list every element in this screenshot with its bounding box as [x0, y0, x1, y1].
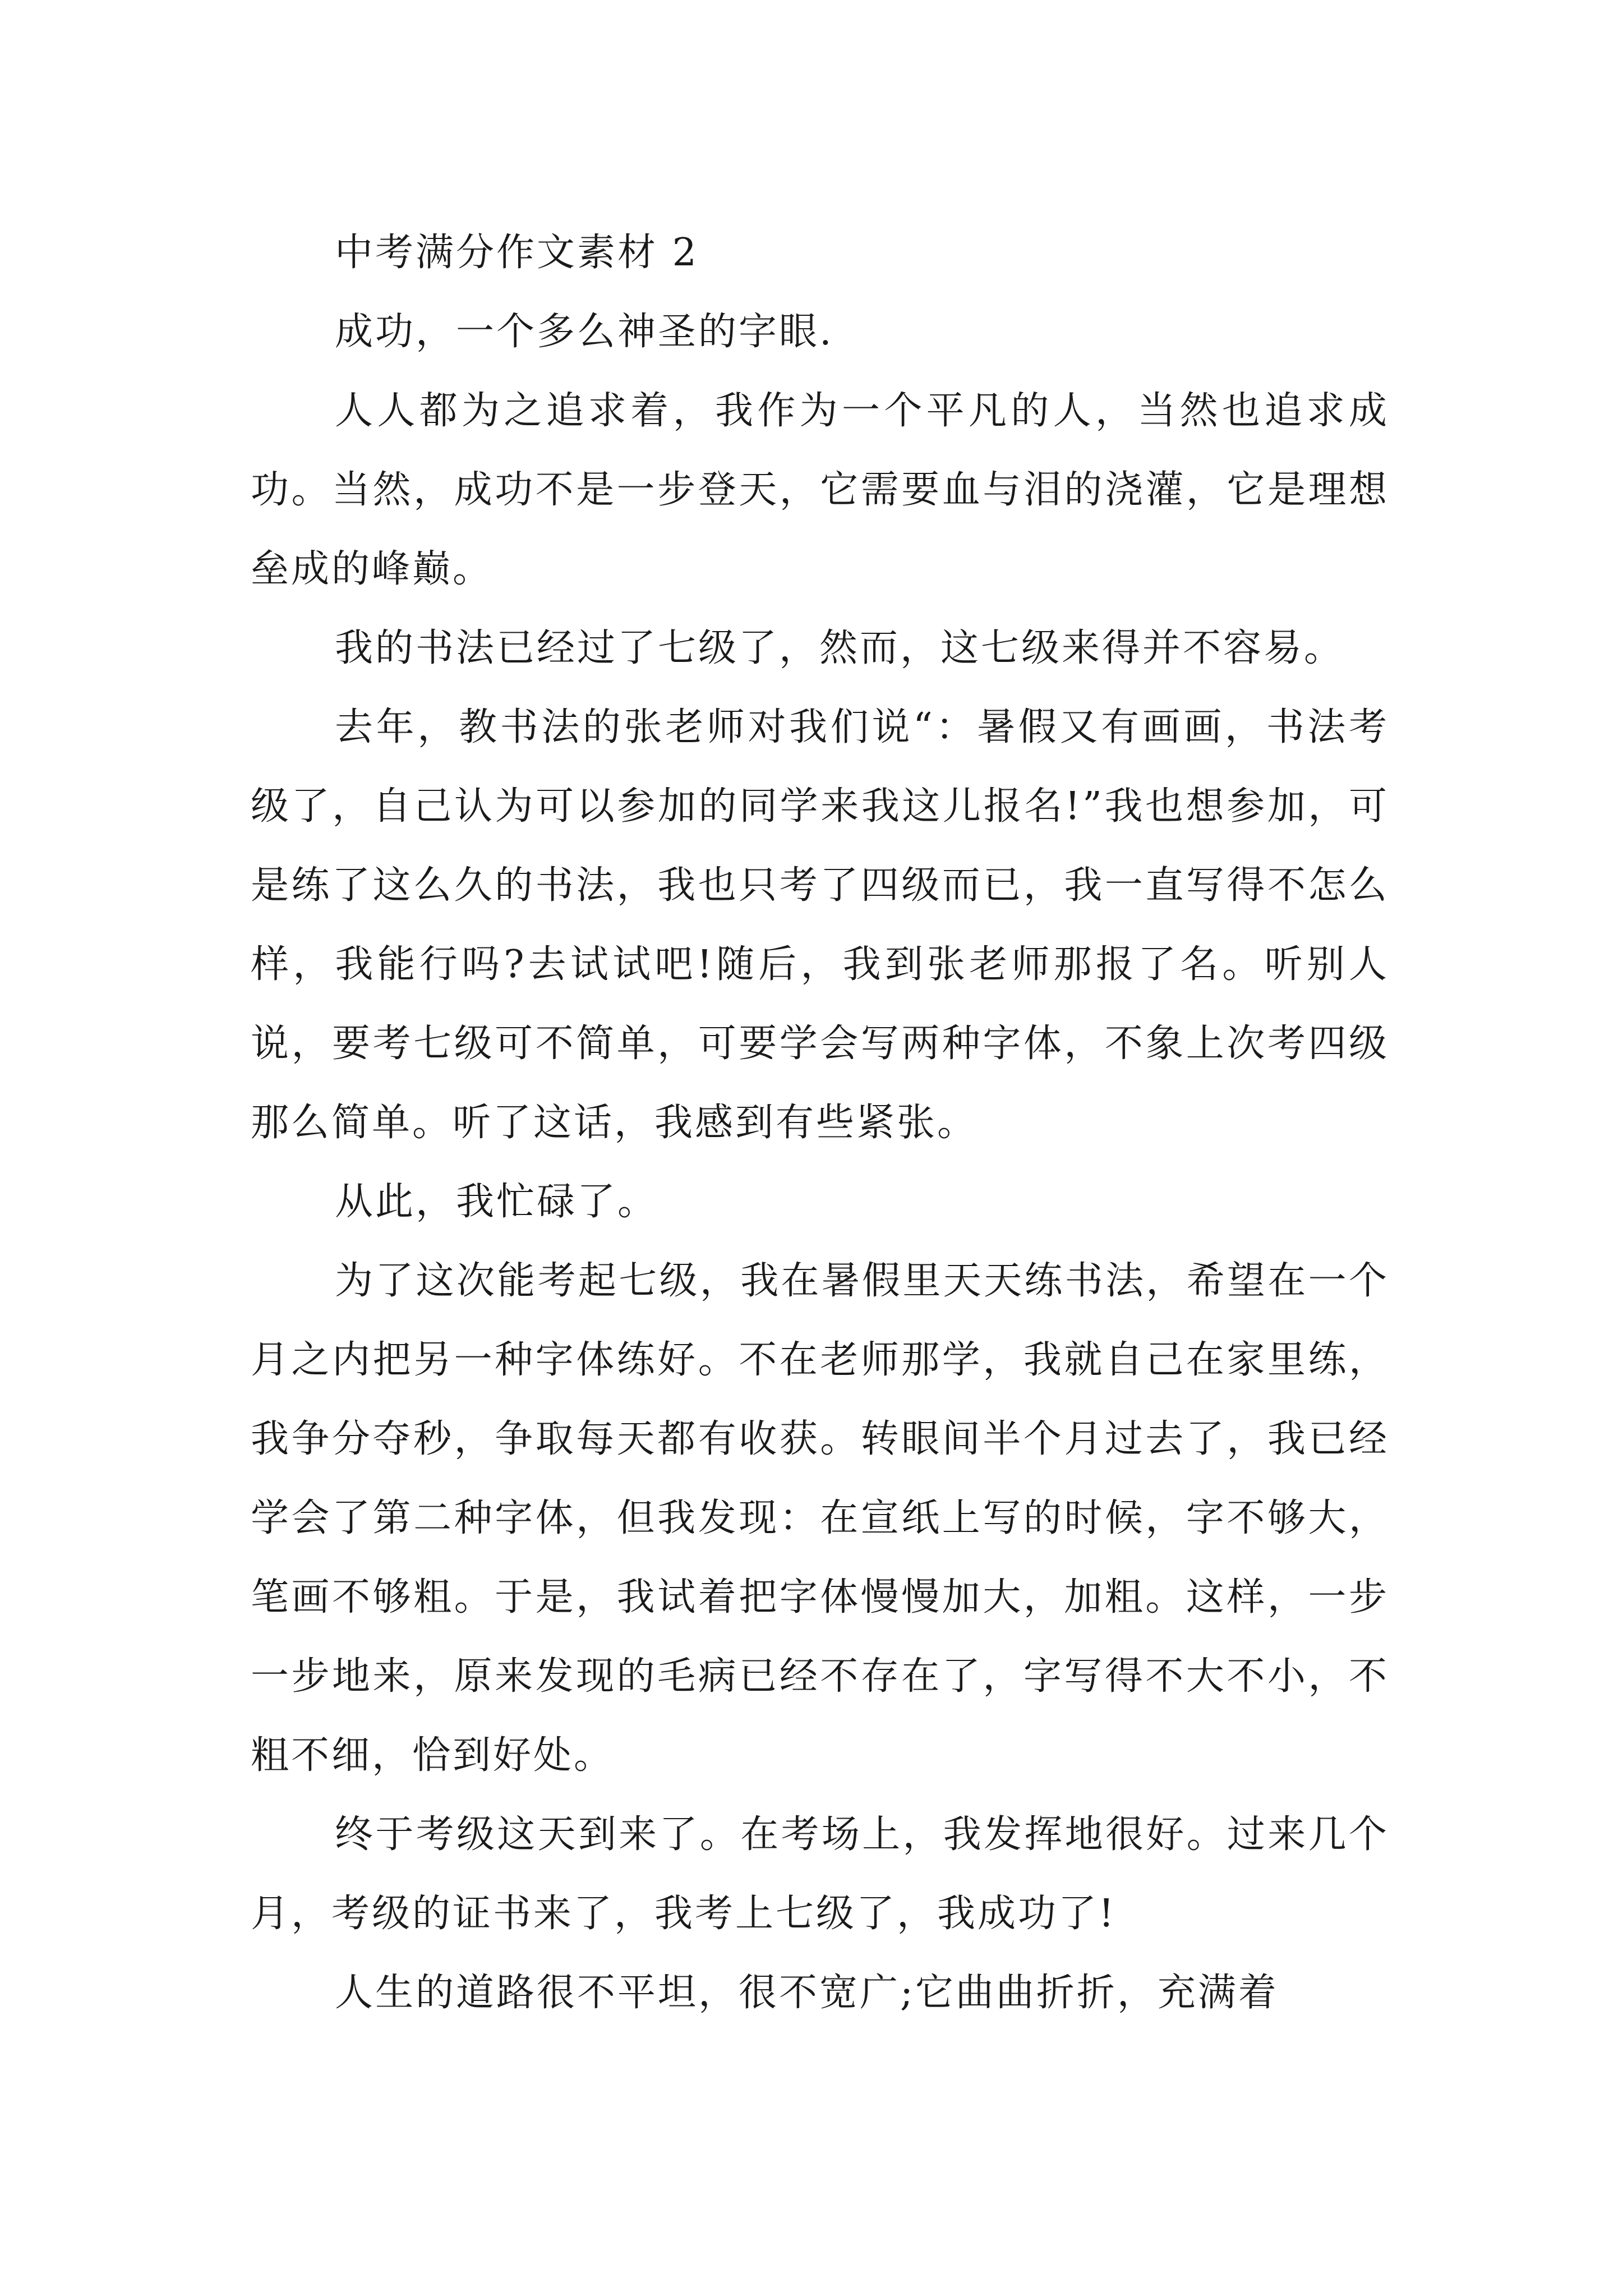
paragraph: 为了这次能考起七级，我在暑假里天天练书法，希望在一个月之内把另一种字体练好。不在老师那学，我就自己在家里练，我争分夺秒，争取每天都有收获。转眼间半个月过去了，我已经学会了第二种字体，但我发现：在宣纸上写的时候，字不够大，笔画不够粗。于是，我试着把字体慢慢加大，加粗。这样，一步一步地来，原来发现的毛病已经不存在了，字写得不大不小，不粗不细，恰到好处。 [251, 1259, 1389, 1778]
paragraph: 成功，一个多么神圣的字眼. [335, 310, 834, 354]
document-title: 中考满分作文素材 2 [335, 231, 699, 275]
document-body [251, 213, 1389, 2032]
paragraph: 人人都为之追求着，我作为一个平凡的人，当然也追求成功。当然，成功不是一步登天，它需要血与泪的浇灌，它是理想垒成的峰巅。 [251, 389, 1389, 591]
paragraph: 终于考级这天到来了。在考场上，我发挥地很好。过来几个月，考级的证书来了，我考上七级了，我成功了! [251, 1812, 1389, 1936]
paragraph: 去年，教书法的张老师对我们说“：暑假又有画画，书法考级了，自己认为可以参加的同学来我这儿报名!”我也想参加，可是练了这么久的书法，我也只考了四级而已，我一直写得不怎么样，我能行吗?去试试吧!随后，我到张老师那报了名。听别人说，要考七级可不简单，可要学会写两种字体，不象上次考四级那么简单。听了这话，我感到有些紧张。 [251, 705, 1389, 1145]
paragraph: 人生的道路很不平坦，很不宽广;它曲曲折折，充满着 [335, 1971, 1279, 2015]
paragraph: 我的书法已经过了七级了，然而，这七级来得并不容易。 [335, 626, 1345, 670]
paragraph: 从此，我忙碌了。 [335, 1180, 658, 1224]
